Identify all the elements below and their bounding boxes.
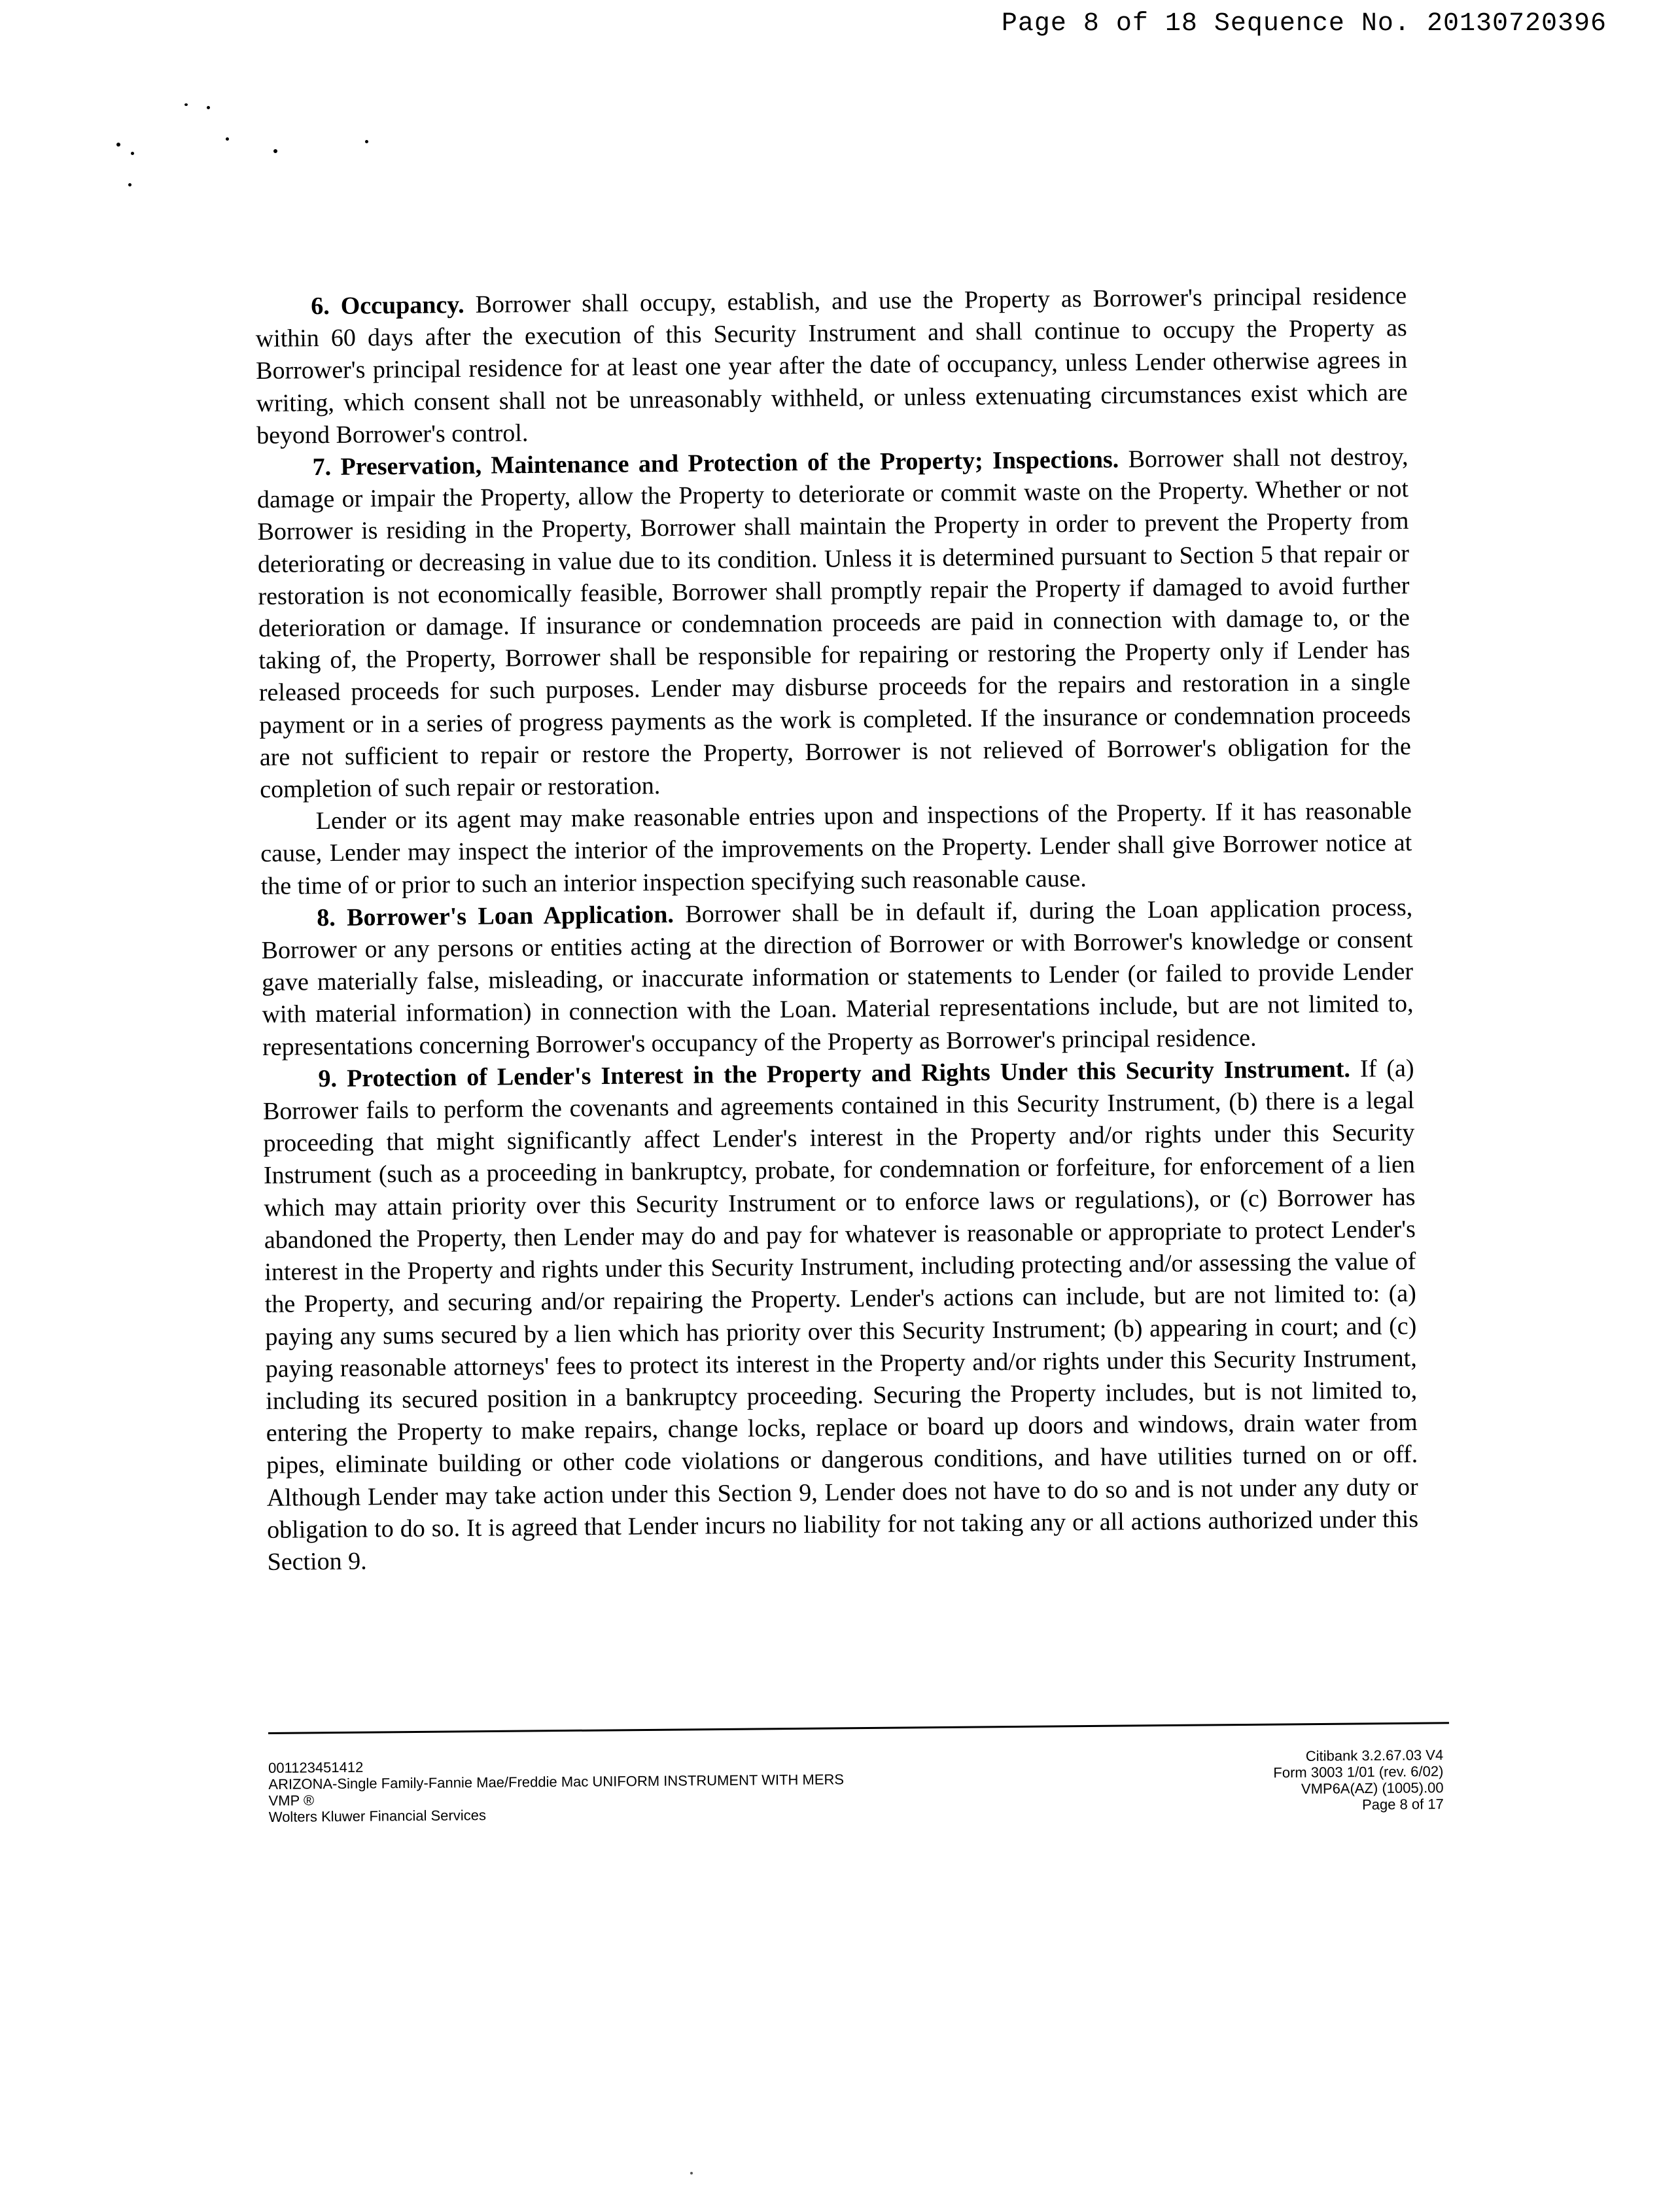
footer-divider [268, 1722, 1449, 1734]
section-text: Borrower shall not destroy, damage or impair the Property, allow the Property to deteriorate or commit waste on the Property. Whether or not Borrower is residing in the Property, Borrower shall maintain the Property in order to prevent the Property from deteriorating or decreasing in value due to its condition. Unless it is determined pursuant to Section 5 that repair or restoration is not economically feasible, Borrower shall promptly repair the Property if damaged to avoid further deterioration or damage. If insurance or condemnation proceeds are paid in connection with damage to, or the taking of, the Property, Borrower shall be responsible for repairing or restoring the Property only if Lender has released proceeds for such purposes. Lender may disburse proceeds for the repairs and restoration in a single payment or in a series of progress payments as the work is completed. If the insurance or condemnation proceeds are not sufficient to repair or restore the Property, Borrower is not relieved of Borrower's obligation for the completion of such repair or restoration. [256, 443, 1411, 804]
section-7-inspections [260, 795, 1412, 902]
footer-right-block [1273, 1747, 1444, 1813]
document-body [255, 280, 1419, 1579]
vmp-code: VMP6A(AZ) (1005).00 [1301, 1779, 1444, 1797]
section-8-loan-application [261, 892, 1414, 1064]
section-heading: 7. Preservation, Maintenance and Protection of the Property; Inspections. [312, 445, 1119, 481]
form-page-number: Page 8 of 17 [1361, 1795, 1444, 1813]
section-9-protection [262, 1053, 1418, 1579]
section-text: If (a) Borrower fails to perform the covenants and agreements contained in this Security Instrument, (b) there is a legal proceeding that might significantly affect Lender's interest in the Property and/or rights under this Security Instrument (such as a proceeding in bankruptcy, probate, for condemnation or forfeiture, for enforcement of a lien which may attain priority over this Security Instrument or to enforce laws or regulations), or (c) Borrower has abandoned the Property, then Lender may do and pay for whatever is reasonable or appropriate to protect Lender's interest in the Property and rights under this Security Instrument, including protecting and/or assessing the value of the Property, and securing and/or repairing the Property. Lender's actions can include, but are not limited to: (a) paying any sums secured by a lien which has priority over this Security Instrument; (b) appearing in court; and (c) paying reasonable attorneys' fees to protect its interest in the Property and/or rights under this Security Instrument, including its secured position in a bankruptcy proceeding. Securing the Property includes, but is not limited to, entering the Property to make repairs, change locks, replace or board up doors and windows, drain water from pipes, eliminate building or other code violations or dangerous conditions, and have utilities turned on or off. Although Lender may take action under this Section 9, Lender does not have to do so and is not under any duty or obligation to do so. It is agreed that Lender incurs no liability for not taking any or all actions authorized under this Section 9. [262, 1054, 1419, 1576]
section-heading: 6. Occupancy. [311, 290, 464, 321]
form-number: Form 3003 1/01 (rev. 6/02) [1273, 1762, 1444, 1781]
page-sequence-header: Page 8 of 18 Sequence No. 20130720396 [1001, 9, 1607, 39]
scan-speck [690, 2172, 693, 2174]
section-heading: 8. Borrower's Loan Application. [316, 900, 674, 932]
section-text: Lender or its agent may make reasonable entries upon and inspections of the Property. If it has reasonable cause, Lender may inspect the interior of the improvements on the Property. Lender shall give Borrower notice at the time of or prior to such an interior inspection specifying such reasonable cause. [260, 797, 1412, 900]
vmp-mark: VMP ® [268, 1792, 315, 1809]
footer-left-block [268, 1755, 845, 1825]
publisher: Wolters Kluwer Financial Services [268, 1807, 487, 1825]
section-7-preservation [256, 441, 1411, 806]
form-description: ARIZONA-Single Family-Fannie Mae/Freddie Mac UNIFORM INSTRUMENT WITH MERS [268, 1771, 845, 1792]
section-6-occupancy [255, 280, 1408, 452]
section-text: Borrower shall be in default if, during the Loan application process, Borrower or any persons or entities acting at the direction of Borrower or with Borrower's knowledge or consent gave materially false, misleading, or inaccurate information or statements to Lender (or failed to provide Lender with material information) in connection with the Loan. Material representations include, but are not limited to, representations concerning Borrower's occupancy of the Property as Borrower's principal residence. [261, 893, 1414, 1061]
section-text: Borrower shall occupy, establish, and use the Property as Borrower's principal residence within 60 days after the execution of this Security Instrument and shall continue to occupy the Property as Borrower's principal residence for at least one year after the date of occupancy, unless Lender otherwise agrees in writing, which consent shall not be unreasonably withheld, or unless extenuating circumstances exist which are beyond Borrower's control. [255, 282, 1408, 449]
citibank-version: Citibank 3.2.67.03 V4 [1305, 1747, 1444, 1764]
section-heading: 9. Protection of Lender's Interest in the Property and Rights Under this Security Instrument. [318, 1055, 1351, 1093]
loan-number: 001123451412 [268, 1758, 364, 1776]
